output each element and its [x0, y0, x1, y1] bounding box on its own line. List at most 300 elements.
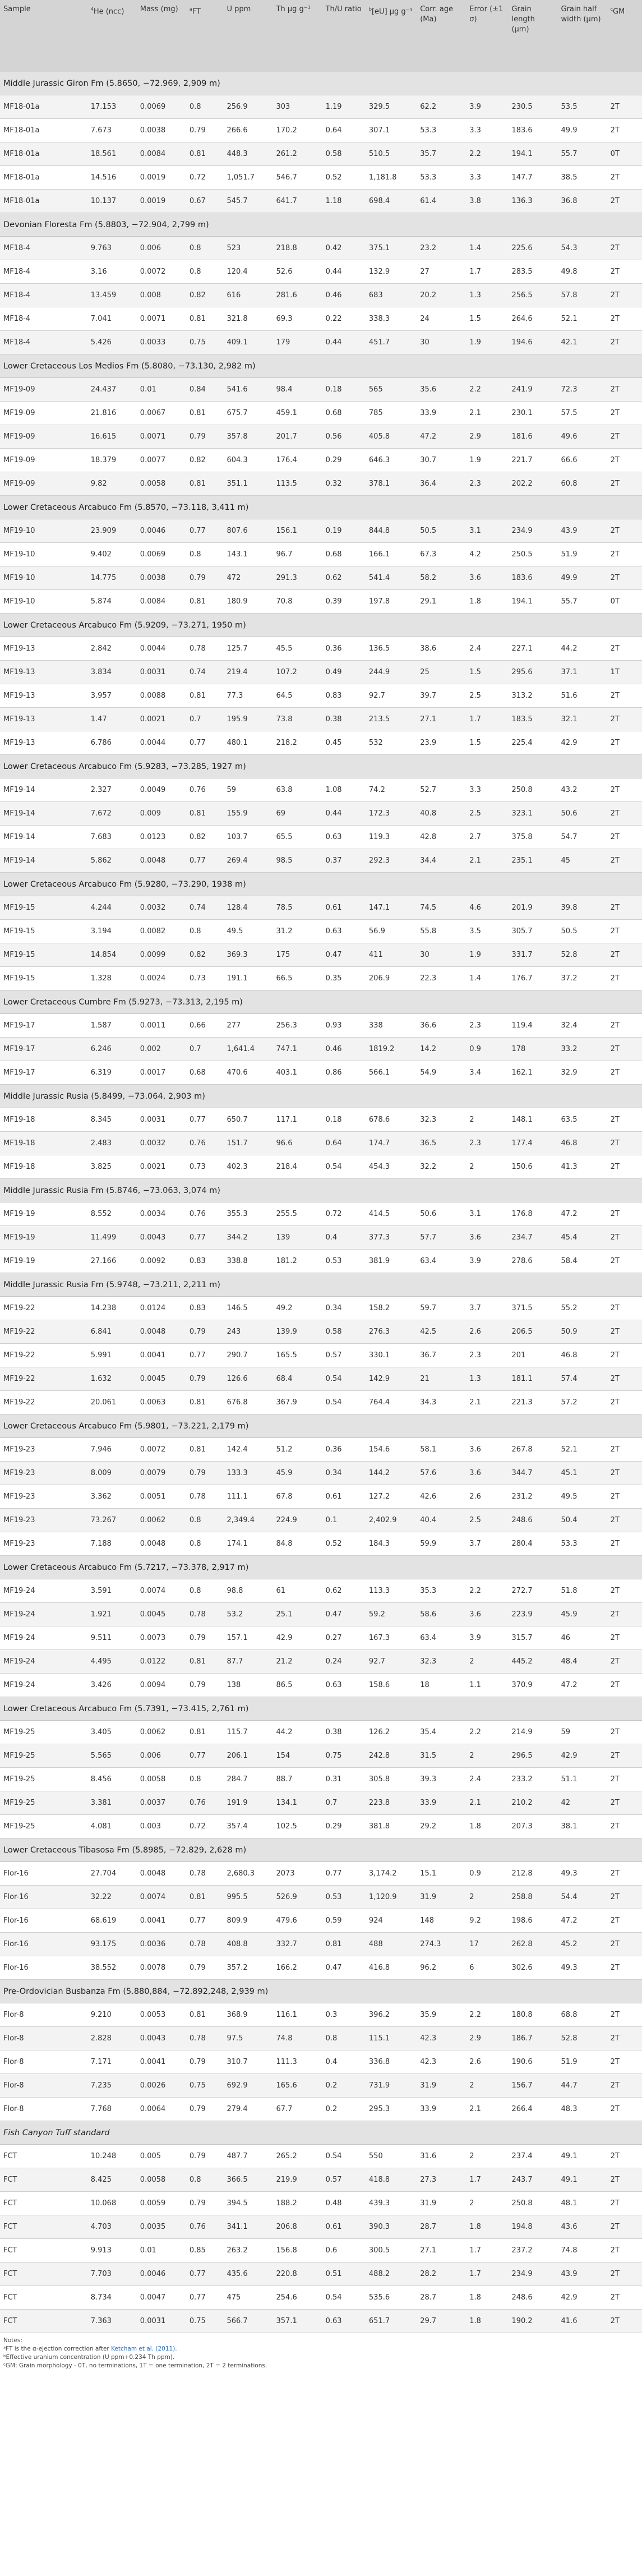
table-cell: 8.734 [87, 2286, 137, 2310]
table-cell: 39.3 [417, 1768, 466, 1791]
column-header [137, 0, 186, 72]
table-cell: 9.2 [466, 1909, 508, 1933]
column-header-label: Th μg g⁻¹ [276, 5, 311, 13]
table-cell: 683 [366, 284, 417, 307]
table-cell: 32.2 [417, 1155, 466, 1179]
table-cell: 0.63 [322, 920, 366, 943]
table-cell: 230.5 [508, 95, 557, 119]
table-cell: 1.8 [466, 2286, 508, 2310]
table-cell: 0.0038 [137, 566, 186, 590]
table-cell: 0.4 [322, 1226, 366, 1250]
table-cell: 414.5 [366, 1202, 417, 1226]
table-cell: 0.01 [137, 378, 186, 402]
table-cell: 331.7 [508, 943, 557, 967]
table-cell: 2T [607, 1344, 642, 1367]
table-cell: FCT [0, 2286, 87, 2310]
table-cell: 2T [607, 1367, 642, 1391]
table-cell: 2.1 [466, 1791, 508, 1815]
table-cell: 0.0017 [137, 1061, 186, 1085]
table-cell: 2.1 [466, 849, 508, 873]
group-title: Lower Cretaceous Cumbre Fm (5.9273, −73.313, 2,195 m) [0, 990, 642, 1014]
table-cell: 13.459 [87, 284, 137, 307]
table-cell: 370.9 [508, 1674, 557, 1697]
table-cell: 242.8 [366, 1744, 417, 1768]
table-cell: 2T [607, 1579, 642, 1603]
table-cell: 675.7 [223, 402, 272, 425]
table-cell: 50.6 [558, 802, 607, 826]
table-cell: MF18-4 [0, 260, 87, 284]
table-cell: 51.8 [558, 1579, 607, 1603]
table-cell: 0.83 [322, 684, 366, 708]
table-cell: 38.1 [558, 1815, 607, 1838]
table-cell: 51.9 [558, 2050, 607, 2074]
table-cell: 807.6 [223, 519, 272, 543]
table-row [0, 1744, 642, 1768]
table-row [0, 1909, 642, 1933]
table-cell: 174.7 [366, 1132, 417, 1155]
table-cell: 234.9 [508, 519, 557, 543]
table-cell: 0.0032 [137, 1132, 186, 1155]
table-cell: 0.0064 [137, 2098, 186, 2121]
table-cell: 22.3 [417, 967, 466, 990]
table-cell: 371.5 [508, 1297, 557, 1320]
table-cell: 45.1 [558, 1462, 607, 1485]
table-cell: 2.9 [466, 425, 508, 449]
table-cell: 280.4 [508, 1532, 557, 1556]
table-cell: 2T [607, 1768, 642, 1791]
table-cell: 58.6 [417, 1603, 466, 1626]
table-cell: 315.7 [508, 1626, 557, 1650]
table-cell: 53.5 [558, 95, 607, 119]
table-cell: 0.44 [322, 260, 366, 284]
table-cell: 278.6 [508, 1250, 557, 1273]
group-title: Middle Jurassic Rusia (5.8499, −73.064, 2,903 m) [0, 1085, 642, 1108]
table-cell: 7.768 [87, 2098, 137, 2121]
table-cell: 2.3 [466, 1132, 508, 1155]
table-cell: 0.81 [186, 402, 224, 425]
table-cell: 2T [607, 637, 642, 661]
table-cell: 43.6 [558, 2215, 607, 2239]
table-cell: 7.946 [87, 1438, 137, 1462]
table-cell: FCT [0, 2168, 87, 2192]
table-cell: MF19-19 [0, 1202, 87, 1226]
table-cell: 48.1 [558, 2192, 607, 2215]
table-cell: 2T [607, 1532, 642, 1556]
table-cell: 1.7 [466, 708, 508, 731]
table-cell: 0.68 [322, 543, 366, 566]
table-cell: 0.0062 [137, 1721, 186, 1744]
table-cell: 550 [366, 2145, 417, 2168]
note-a-citation-link[interactable]: Ketcham et al. (2011). [111, 2345, 177, 2352]
table-cell: 51.9 [558, 543, 607, 566]
table-cell: 45.4 [558, 1226, 607, 1250]
table-cell: 408.8 [223, 1933, 272, 1956]
table-cell: 0.0031 [137, 2310, 186, 2333]
table-cell: 300.5 [366, 2239, 417, 2262]
table-cell: 2T [607, 1886, 642, 1909]
table-cell: 0.0019 [137, 166, 186, 190]
group-title: Middle Jurassic Giron Fm (5.8650, −72.969, 2,909 m) [0, 72, 642, 95]
table-cell: 31.9 [417, 2192, 466, 2215]
table-cell: 36.5 [417, 1132, 466, 1155]
table-cell: 0.0048 [137, 1320, 186, 1344]
table-cell: 472 [223, 566, 272, 590]
table-cell: 0.63 [322, 2310, 366, 2333]
table-cell: 2T [607, 2168, 642, 2192]
table-cell: 0.0048 [137, 1532, 186, 1556]
table-cell: 1.7 [466, 2168, 508, 2192]
table-cell: MF19-09 [0, 402, 87, 425]
table-row [0, 2215, 642, 2239]
table-cell: MF18-4 [0, 331, 87, 354]
table-cell: 59.7 [417, 1297, 466, 1320]
table-cell: 92.7 [366, 684, 417, 708]
table-cell: 2T [607, 1509, 642, 1532]
table-cell: 378.1 [366, 472, 417, 496]
table-cell: 35.9 [417, 2003, 466, 2027]
table-cell: 0.85 [186, 2239, 224, 2262]
table-row [0, 1014, 642, 1038]
table-cell: 7.363 [87, 2310, 137, 2333]
table-cell: 0.61 [322, 2215, 366, 2239]
table-cell: 2T [607, 920, 642, 943]
table-cell: 2.2 [466, 1579, 508, 1603]
table-cell: 0.0069 [137, 543, 186, 566]
table-cell: 7.188 [87, 1532, 137, 1556]
table-cell: 0.77 [186, 519, 224, 543]
table-cell: 2T [607, 1485, 642, 1509]
table-cell: 1,181.8 [366, 166, 417, 190]
table-cell: 138 [223, 1674, 272, 1697]
table-cell: 264.6 [508, 307, 557, 331]
table-cell: 0.79 [186, 1367, 224, 1391]
group-row [0, 1838, 642, 1862]
table-cell: 2T [607, 402, 642, 425]
table-row [0, 260, 642, 284]
table-cell: 3.9 [466, 1250, 508, 1273]
table-cell: 650.7 [223, 1108, 272, 1132]
table-cell: 53.3 [417, 166, 466, 190]
group-title: Middle Jurassic Rusia Fm (5.9748, −73.211, 2,211 m) [0, 1273, 642, 1297]
table-row [0, 1391, 642, 1414]
table-cell: 0.57 [322, 2168, 366, 2192]
table-cell: 3.426 [87, 1674, 137, 1697]
table-cell: 9.913 [87, 2239, 137, 2262]
table-cell: 3.6 [466, 1603, 508, 1626]
table-cell: 2.483 [87, 1132, 137, 1155]
column-header-label: Grain half width (μm) [561, 5, 601, 24]
table-cell: 2T [607, 1721, 642, 1744]
table-cell: 0.59 [322, 1909, 366, 1933]
table-cell: 43.9 [558, 519, 607, 543]
table-cell: 132.9 [366, 260, 417, 284]
table-cell: 63.8 [273, 778, 322, 802]
table-row [0, 1462, 642, 1485]
table-cell: 390.3 [366, 2215, 417, 2239]
table-cell: 0.0026 [137, 2074, 186, 2098]
table-cell: 0.19 [322, 519, 366, 543]
table-cell: 0.0071 [137, 307, 186, 331]
table-cell: MF19-18 [0, 1155, 87, 1179]
table-cell: 70.8 [273, 590, 322, 614]
table-cell: 0.9 [466, 1038, 508, 1061]
table-cell: MF18-4 [0, 237, 87, 260]
table-cell: 3.9 [466, 1626, 508, 1650]
table-cell: 57.4 [558, 1367, 607, 1391]
table-cell: 0.01 [137, 2239, 186, 2262]
table-cell: 42.8 [417, 826, 466, 849]
table-cell: 0.32 [322, 472, 366, 496]
group-row [0, 1085, 642, 1108]
table-cell: 0.54 [322, 1391, 366, 1414]
table-cell: 2T [607, 284, 642, 307]
table-cell: 1,120.9 [366, 1886, 417, 1909]
table-cell: 14.775 [87, 566, 137, 590]
table-cell: 375.8 [508, 826, 557, 849]
table-cell: 302.6 [508, 1956, 557, 1980]
table-cell: 73.267 [87, 1509, 137, 1532]
table-cell: MF18-01a [0, 166, 87, 190]
table-cell: 403.1 [273, 1061, 322, 1085]
table-cell: 176.4 [273, 449, 322, 472]
table-cell: 9.511 [87, 1626, 137, 1650]
table-cell: 194.1 [508, 590, 557, 614]
table-cell: 2T [607, 378, 642, 402]
group-title: Lower Cretaceous Tibasosa Fm (5.8985, −72.829, 2,628 m) [0, 1838, 642, 1862]
column-header [87, 0, 137, 72]
table-cell: 97.5 [223, 2027, 272, 2050]
table-row [0, 1485, 642, 1509]
table-row [0, 1886, 642, 1909]
table-cell: 2T [607, 778, 642, 802]
table-cell: 166.1 [366, 543, 417, 566]
table-cell: 303 [273, 95, 322, 119]
table-cell: 237.4 [508, 2145, 557, 2168]
table-row [0, 190, 642, 213]
table-cell: 42.9 [558, 1744, 607, 1768]
table-cell: MF19-15 [0, 943, 87, 967]
table-cell: 243.7 [508, 2168, 557, 2192]
table-cell: 2.3 [466, 1014, 508, 1038]
table-cell: 52.6 [273, 260, 322, 284]
table-cell: 1.19 [322, 95, 366, 119]
table-cell: MF19-17 [0, 1014, 87, 1038]
table-cell: 0.78 [186, 1862, 224, 1886]
table-cell: 35.3 [417, 1579, 466, 1603]
table-cell: 2 [466, 2192, 508, 2215]
table-cell: 0.003 [137, 1815, 186, 1838]
table-row [0, 1791, 642, 1815]
table-cell: 49.3 [558, 1862, 607, 1886]
group-row [0, 614, 642, 637]
table-cell: 487.7 [223, 2145, 272, 2168]
table-cell: 2T [607, 260, 642, 284]
table-cell: 21.2 [273, 1650, 322, 1674]
table-cell: 0.0079 [137, 1462, 186, 1485]
group-row [0, 496, 642, 519]
table-cell: 0.0045 [137, 1603, 186, 1626]
table-cell: 2T [607, 943, 642, 967]
table-cell: 3.9 [466, 95, 508, 119]
table-cell: 35.6 [417, 378, 466, 402]
table-cell: 3.6 [466, 1438, 508, 1462]
table-cell: 155.9 [223, 802, 272, 826]
table-cell: 144.2 [366, 1462, 417, 1485]
table-cell: 4.081 [87, 1815, 137, 1838]
table-cell: 3.3 [466, 119, 508, 142]
column-header [322, 0, 366, 72]
table-cell: 27.1 [417, 708, 466, 731]
table-cell: 0.82 [186, 826, 224, 849]
table-cell: 18.561 [87, 142, 137, 166]
table-cell: 0.54 [322, 1155, 366, 1179]
table-cell: 46.8 [558, 1132, 607, 1155]
table-cell: 158.6 [366, 1674, 417, 1697]
table-cell: 49.3 [558, 1956, 607, 1980]
table-cell: 2T [607, 543, 642, 566]
table-cell: 61.4 [417, 190, 466, 213]
table-cell: 0.8 [186, 237, 224, 260]
table-cell: 1.5 [466, 661, 508, 684]
table-cell: 0.51 [322, 2262, 366, 2286]
table-cell: 0.0043 [137, 1226, 186, 1250]
table-cell: 0.0011 [137, 1014, 186, 1038]
table-cell: 0.0071 [137, 425, 186, 449]
table-cell: 731.9 [366, 2074, 417, 2098]
table-cell: 0.72 [186, 1815, 224, 1838]
table-row [0, 1674, 642, 1697]
table-cell: 190.2 [508, 2310, 557, 2333]
table-cell: 2 [466, 2145, 508, 2168]
table-cell: 2 [466, 2074, 508, 2098]
table-cell: MF19-14 [0, 802, 87, 826]
table-row [0, 95, 642, 119]
table-cell: 10.068 [87, 2192, 137, 2215]
table-cell: 0.0032 [137, 896, 186, 920]
table-cell: 59 [223, 778, 272, 802]
table-cell: 3.6 [466, 566, 508, 590]
group-title: Lower Cretaceous Arcabuco Fm (5.7391, −73.415, 2,761 m) [0, 1697, 642, 1721]
table-cell: 2.2 [466, 2003, 508, 2027]
table-cell: 54.9 [417, 1061, 466, 1085]
table-cell: 844.8 [366, 519, 417, 543]
table-cell: 221.3 [508, 1391, 557, 1414]
table-cell: 0.36 [322, 1438, 366, 1462]
table-cell: 1.4 [466, 967, 508, 990]
table-cell: 119.4 [508, 1014, 557, 1038]
table-cell: 2.5 [466, 802, 508, 826]
table-cell: 42.9 [558, 731, 607, 755]
table-cell: 616 [223, 284, 272, 307]
table-cell: 0.0084 [137, 142, 186, 166]
table-row [0, 1721, 642, 1744]
group-row [0, 1556, 642, 1579]
table-cell: 0.0035 [137, 2215, 186, 2239]
table-cell: 3.591 [87, 1579, 137, 1603]
column-header-label: Grain length (μm) [511, 5, 535, 34]
table-cell: 0.0123 [137, 826, 186, 849]
table-cell: 0.1 [322, 1509, 366, 1532]
table-cell: 0.39 [322, 590, 366, 614]
table-cell: 1.9 [466, 449, 508, 472]
table-cell: 0.93 [322, 1014, 366, 1038]
table-cell: 0.38 [322, 1721, 366, 1744]
table-cell: Flor-8 [0, 2074, 87, 2098]
table-cell: 49.2 [273, 1297, 322, 1320]
table-row [0, 1579, 642, 1603]
table-cell: 177.4 [508, 1132, 557, 1155]
table-cell: 1.8 [466, 2310, 508, 2333]
table-cell: 34.3 [417, 1391, 466, 1414]
table-row [0, 1367, 642, 1391]
table-cell: 454.3 [366, 1155, 417, 1179]
table-cell: 206.5 [508, 1320, 557, 1344]
table-cell: 87.7 [223, 1650, 272, 1674]
table-cell: 5.874 [87, 590, 137, 614]
table-cell: 8.425 [87, 2168, 137, 2192]
table-row [0, 1603, 642, 1626]
table-cell: 255.5 [273, 1202, 322, 1226]
table-cell: 0.0024 [137, 967, 186, 990]
table-row [0, 378, 642, 402]
table-cell: 227.1 [508, 637, 557, 661]
table-cell: 0T [607, 142, 642, 166]
table-cell: 0.48 [322, 2192, 366, 2215]
table-cell: 651.7 [366, 2310, 417, 2333]
table-cell: 0.8 [186, 260, 224, 284]
table-cell: 111.1 [223, 1485, 272, 1509]
table-cell: 272.7 [508, 1579, 557, 1603]
table-cell: 692.9 [223, 2074, 272, 2098]
table-cell: 416.8 [366, 1956, 417, 1980]
table-cell: 42.3 [417, 2027, 466, 2050]
table-cell: 2T [607, 1956, 642, 1980]
table-cell: 4.244 [87, 896, 137, 920]
table-cell: 2T [607, 1320, 642, 1344]
table-cell: 0.76 [186, 1132, 224, 1155]
table-cell: 0.0031 [137, 661, 186, 684]
table-cell: 676.8 [223, 1391, 272, 1414]
table-cell: 269.4 [223, 849, 272, 873]
table-cell: 2T [607, 2192, 642, 2215]
table-cell: 0.0077 [137, 449, 186, 472]
table-cell: 445.2 [508, 1650, 557, 1674]
table-cell: 0.0058 [137, 1768, 186, 1791]
table-cell: 0.7 [186, 708, 224, 731]
table-cell: 5.862 [87, 849, 137, 873]
table-cell: 139.9 [273, 1320, 322, 1344]
table-cell: 0.0062 [137, 1509, 186, 1532]
table-cell: 29.1 [417, 590, 466, 614]
table-cell: 54.4 [558, 1886, 607, 1909]
table-cell: 113.5 [273, 472, 322, 496]
table-cell: 2.3 [466, 1344, 508, 1367]
table-cell: 30 [417, 331, 466, 354]
table-cell: 0T [607, 590, 642, 614]
table-cell: 25.1 [273, 1603, 322, 1626]
table-cell: FCT [0, 2145, 87, 2168]
table-cell: 338.3 [366, 307, 417, 331]
table-cell: 57.7 [417, 1226, 466, 1250]
table-cell: 1.587 [87, 1014, 137, 1038]
table-row [0, 2168, 642, 2192]
table-cell: 0.0041 [137, 2050, 186, 2074]
group-title: Fish Canyon Tuff standard [0, 2121, 642, 2145]
table-cell: 47.2 [417, 425, 466, 449]
table-cell: 3.8 [466, 190, 508, 213]
table-cell: 0.2 [322, 2098, 366, 2121]
group-row [0, 873, 642, 896]
